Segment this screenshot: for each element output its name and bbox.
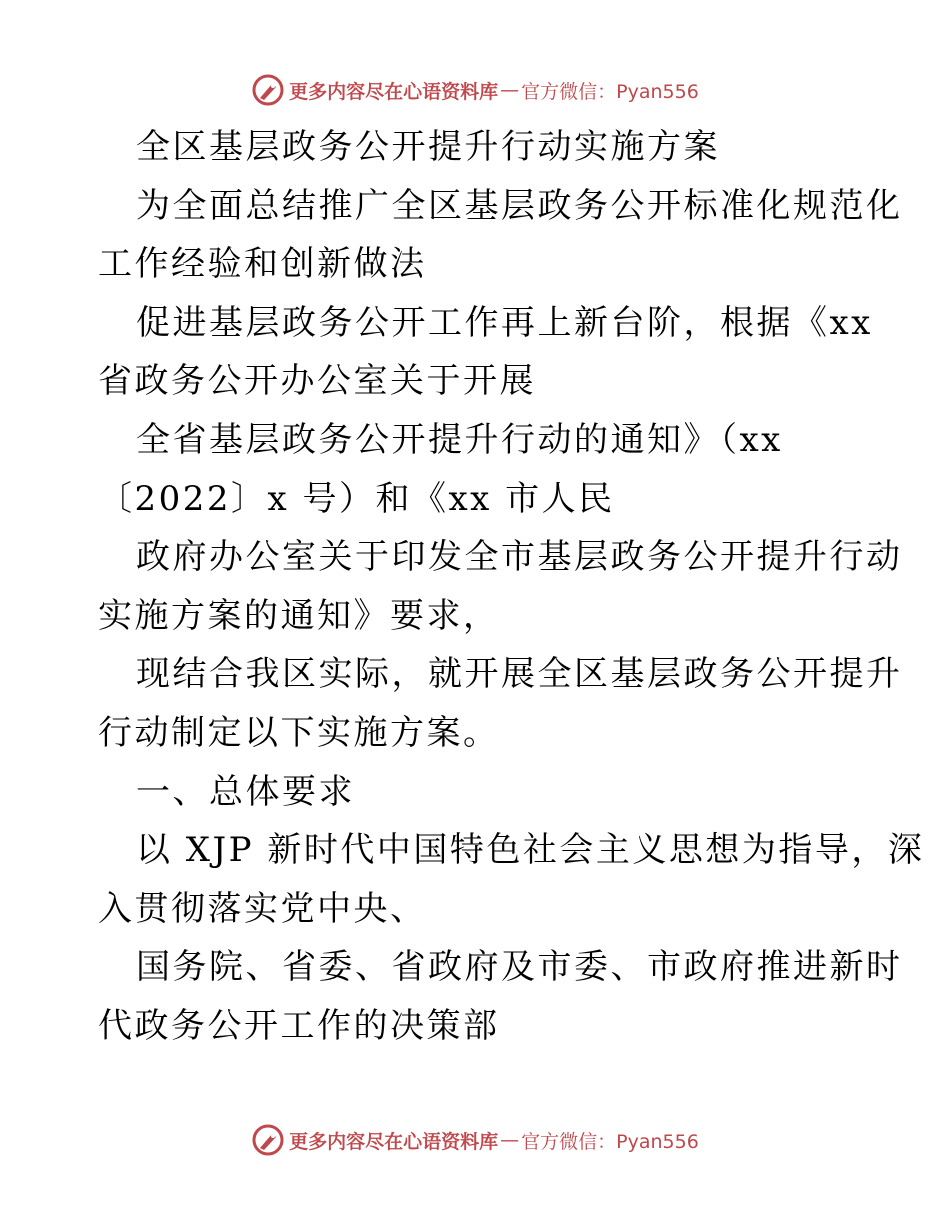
doc-line: 工作经验和创新做法 xyxy=(98,244,427,285)
banner-separator: — xyxy=(500,1129,520,1151)
doc-line: 〔2022〕x 号）和《xx 市人民 xyxy=(98,478,615,519)
doc-line: 以 XJP 新时代中国特色社会主义思想为指导，深 xyxy=(136,830,925,871)
banner-wechat: 官方微信：Pyan556 xyxy=(521,80,699,103)
doc-title: 全区基层政务公开提升行动实施方案 xyxy=(136,127,720,167)
doc-line: 入贯彻落实党中央、 xyxy=(98,888,427,929)
footer-watermark-banner xyxy=(0,1120,950,1160)
doc-line: 全省基层政务公开提升行动的通知》（xx xyxy=(136,419,783,460)
header-watermark-banner xyxy=(0,70,950,110)
doc-line: 促进基层政务公开工作再上新台阶，根据《xx xyxy=(136,302,873,343)
doc-line: 实施方案的通知》要求， xyxy=(98,595,500,636)
doc-line: 政府办公室关于印发全市基层政务公开提升行动 xyxy=(136,537,903,578)
doc-line: 为全面总结推广全区基层政务公开标准化规范化 xyxy=(136,185,903,226)
doc-line: 行动制定以下实施方案。 xyxy=(98,712,500,753)
pen-nib-logo-icon xyxy=(251,1123,285,1157)
doc-line: 国务院、省委、省政府及市委、市政府推进新时 xyxy=(136,947,903,988)
banner-text: 更多内容尽在心语资料库 xyxy=(289,1130,499,1153)
banner-wechat: 官方微信：Pyan556 xyxy=(521,1130,699,1153)
doc-line: 省政务公开办公室关于开展 xyxy=(98,361,536,402)
doc-line: 代政务公开工作的决策部 xyxy=(98,1005,500,1046)
banner-separator: — xyxy=(500,79,520,101)
document-body xyxy=(98,118,925,1056)
doc-line: 现结合我区实际，就开展全区基层政务公开提升 xyxy=(136,654,903,695)
banner-text: 更多内容尽在心语资料库 xyxy=(289,80,499,103)
pen-nib-logo-icon xyxy=(251,73,285,107)
section-heading: 一、总体要求 xyxy=(136,771,355,812)
